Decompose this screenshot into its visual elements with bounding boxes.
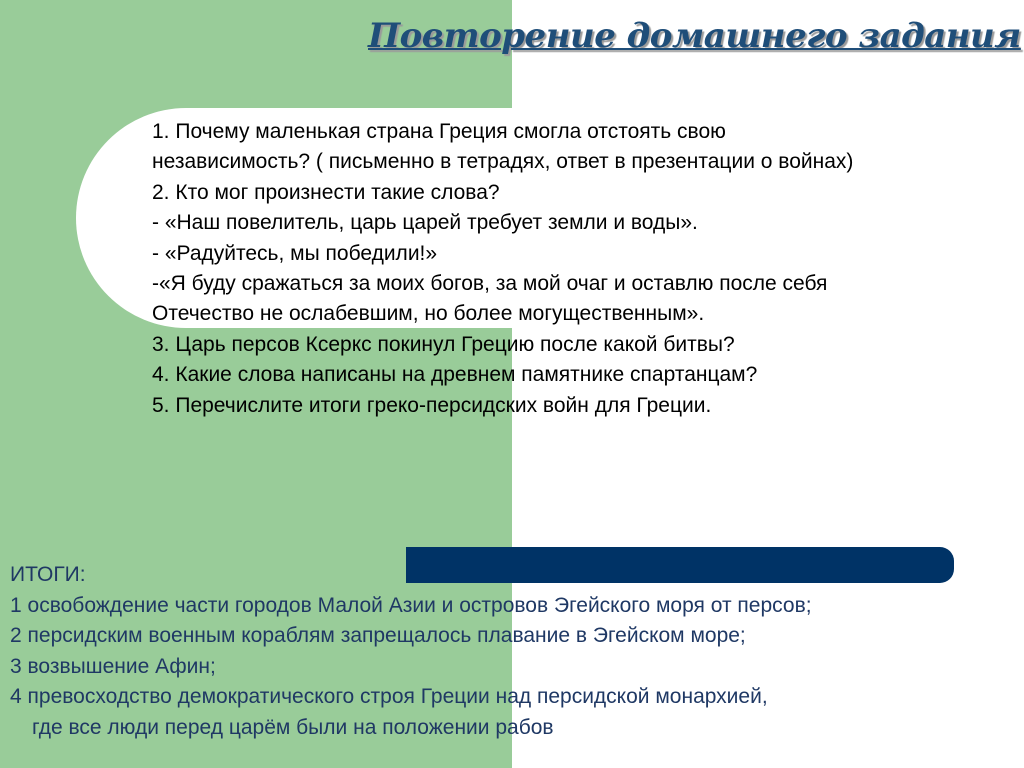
results-section — [10, 560, 1020, 743]
slide-title: Повторение домашнего задания — [368, 16, 1021, 56]
results-item: 1 освобождение части городов Малой Азии и островов Эгейского моря от персов; — [10, 593, 812, 617]
results-item: 2 персидским военным кораблям запрещалось плавание в Эгейском море; — [10, 624, 746, 647]
question-line: -«Я буду сражаться за моих богов, за мой очаг и оставлю после себя — [152, 272, 828, 296]
homework-questions — [152, 117, 1022, 421]
question-line: независимость? ( письменно в тетрадях, ответ в презентации о войнах) — [152, 150, 854, 174]
question-line: Отечество не ослабевшим, но более могущественным». — [152, 302, 705, 326]
question-line: 1. Почему маленькая страна Греция смогла отстоять свою — [152, 120, 726, 143]
question-line: 4. Какие слова написаны на древнем памятнике спартанцам? — [152, 363, 758, 387]
question-line: - «Наш повелитель, царь царей требует земли и воды». — [152, 211, 698, 235]
question-line: 5. Перечислите итоги греко-персидских войн для Греции. — [152, 393, 712, 417]
question-line: 2. Кто мог произнести такие слова? — [152, 180, 500, 204]
results-heading: ИТОГИ: — [10, 563, 86, 586]
results-item: где все люди перед царём были на положении рабов — [32, 715, 554, 739]
question-line: - «Радуйтесь, мы победили!» — [152, 241, 438, 265]
results-item: 3 возвышение Афин; — [10, 654, 216, 678]
results-item: 4 превосходство демократического строя Греции над персидской монархией, — [10, 685, 768, 708]
question-line: 3. Царь персов Ксеркс покинул Грецию после какой битвы? — [152, 332, 735, 356]
